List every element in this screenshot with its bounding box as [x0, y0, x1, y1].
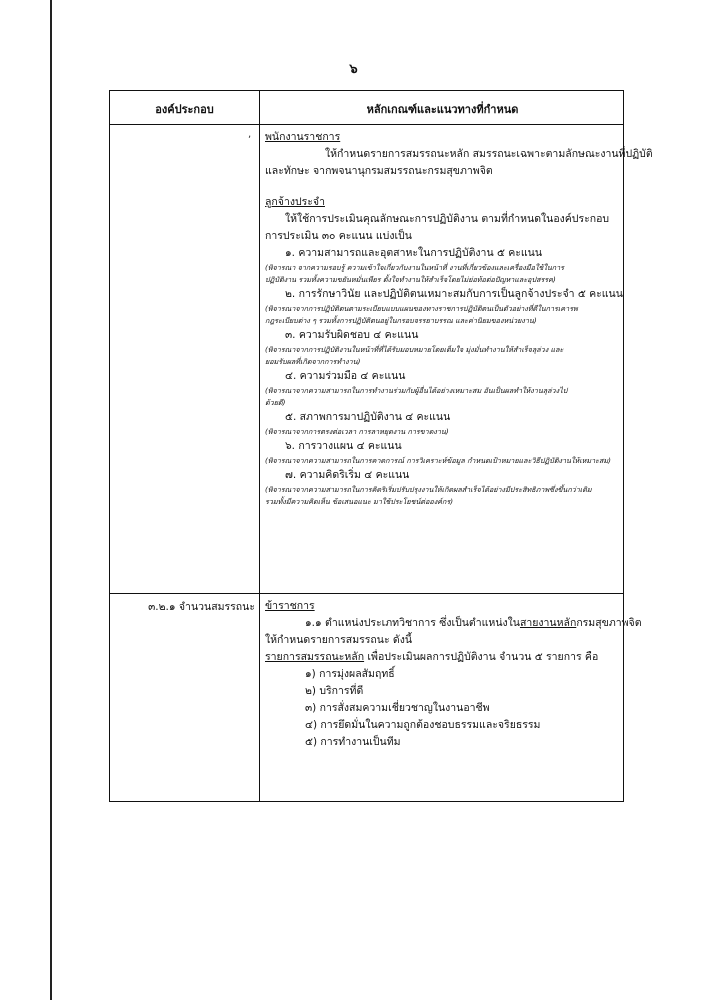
item-note: รวมทั้งมีความคิดเห็น ข้อเสนอแนะ มาใช้ประโยชน์ต่อองค์กร) — [265, 497, 454, 506]
item-note: (พิจารณา จากความรอบรู้ ความเข้าใจเกี่ยวกับงานในหน้าที่ งานที่เกี่ยวข้องและเครื่องมือใช้ในการ — [265, 263, 565, 272]
perm-intro-2: การประเมิน ๓๐ คะแนน แบ่งเป็น — [265, 230, 412, 242]
official-text-1 — [265, 615, 642, 632]
core-competency-label: รายการสมรรถนะหลัก — [265, 651, 365, 663]
civil-servant-text-1: ให้กำหนดรายการสมรรถนะหลัก สมรรถนะเฉพาะตามลักษณะงานที่ปฏิบัติ — [325, 148, 653, 160]
list-item — [265, 467, 620, 507]
row1-criteria-cell — [265, 129, 653, 508]
row-divider — [110, 593, 623, 594]
item-note: (พิจารณาจากการตรงต่อเวลา การลาหยุดงาน การขาดงาน) — [265, 427, 449, 436]
item-note: (พิจารณาจากความสามารถในการคาดการณ์ การวิเคราะห์ข้อมูล กำหนดเป้าหมายและวิธีปฏิบัติงานให้เหมาะสม) — [265, 456, 611, 465]
row2-criteria-cell — [265, 598, 642, 751]
table-header — [110, 91, 623, 125]
official-text-1-prefix: ๑.๑ ตำแหน่งประเภทวิชาการ ซึ่งเป็นตำแหน่งใน — [305, 617, 520, 629]
list-item — [265, 368, 620, 408]
item-title: ๓. ความรับผิดชอบ ๔ คะแนน — [285, 329, 419, 341]
list-item: ๓) การสั่งสมความเชี่ยวชาญในงานอาชีพ — [305, 702, 490, 714]
item-title: ๖. การวางแผน ๔ คะแนน — [285, 440, 402, 452]
item-note: ด้วยดี) — [265, 398, 286, 407]
list-item: ๔) การยึดมั่นในความถูกต้องชอบธรรมและจริยธรรม — [305, 719, 541, 731]
official-heading: ข้าราชการ — [265, 600, 315, 612]
item-title: ๕. สภาพการมาปฏิบัติงาน ๔ คะแนน — [285, 411, 451, 423]
official-text-1-underlined: สายงานหลัก — [519, 617, 577, 629]
page-number: ๖ — [349, 62, 358, 77]
item-note: ปฏิบัติงาน รวมทั้งความขยันหมั่นเพียร ตั้งใจทำงานให้สำเร็จโดยไม่ย่อท้อต่อปัญหาและอุปสรรค) — [265, 275, 556, 284]
item-title: ๒. การรักษาวินัย และปฏิบัติตนเหมาะสมกับการเป็นลูกจ้างประจำ ๕ คะแนน — [285, 288, 623, 300]
criteria-table — [109, 90, 653, 802]
column-divider — [259, 91, 260, 801]
list-item — [265, 286, 623, 326]
header-component: องค์ประกอบ — [155, 103, 214, 116]
list-item — [265, 327, 620, 367]
perm-employee-heading: ลูกจ้างประจำ — [265, 196, 325, 208]
row2-component-cell: ๓.๒.๑ จำนวนสมรรถนะ — [148, 601, 255, 613]
item-note: (พิจารณาจากความสามารถในการคิดริเริ่มปรับปรุงงานให้เกิดผลสำเร็จได้อย่างมีประสิทธิภาพซึ่งขึ้นกว่าเดิม — [265, 485, 592, 494]
list-item — [265, 438, 620, 466]
item-note: (พิจารณาจากความสามารถในการทำงานร่วมกับผู้อื่นได้อย่างเหมาะสม อันเป็นผลทำให้งานลุล่วงไป — [265, 386, 568, 395]
core-competency-line — [265, 649, 620, 666]
list-item — [265, 409, 620, 437]
item-title: ๑. ความสามารถและอุตสาหะในการปฏิบัติงาน ๕ คะแนน — [285, 247, 543, 259]
list-item: ๒) บริการที่ดี — [305, 685, 364, 697]
item-title: ๗. ความคิดริเริ่ม ๔ คะแนน — [285, 469, 410, 481]
list-item — [265, 245, 620, 285]
civil-servant-heading: พนักงานราชการ — [265, 131, 341, 143]
item-title: ๔. ความร่วมมือ ๔ คะแนน — [285, 370, 406, 382]
list-item: ๕) การทำงานเป็นทีม — [305, 736, 401, 748]
item-note: กฎระเบียบต่าง ๆ รวมทั้งการปฏิบัติตนอยู่ในกรอบจรรยาบรรณ และค่านิยมของหน่วยงาน) — [265, 316, 537, 325]
list-item: ๑) การมุ่งผลสัมฤทธิ์ — [305, 668, 395, 680]
header-criteria: หลักเกณฑ์และแนวทางที่กำหนด — [366, 103, 519, 116]
core-competency-text: เพื่อประเมินผลการปฏิบัติงาน จำนวน ๕ รายการ คือ — [364, 651, 599, 663]
official-text-2: ให้กำหนดรายการสมรรถนะ ดังนี้ — [265, 634, 413, 646]
item-note: ยอมรับผลที่เกิดจากการทำงาน) — [265, 357, 361, 366]
item-note: (พิจารณาจากการปฏิบัติตนตามระเบียบแบบแผนของทางราชการปฏิบัติตนเป็นตัวอย่างที่ดีในการเคารพ — [265, 304, 578, 313]
scan-edge-line — [50, 0, 52, 1000]
item-note: (พิจารณาจากการปฏิบัติงานในหน้าที่ที่ได้รับมอบหมายโดยเต็มใจ มุ่งมั่นทำงานให้สำเร็จลุล่วง และ — [265, 345, 564, 354]
civil-servant-text-2: และทักษะ จากพจนานุกรมสมรรถนะกรมสุขภาพจิต — [265, 165, 493, 177]
scan-mark: , — [248, 129, 252, 140]
perm-intro-1: ให้ใช้การประเมินคุณลักษณะการปฏิบัติงาน ตามที่กำหนดในองค์ประกอบ — [285, 213, 610, 225]
official-text-1-suffix: กรมสุขภาพจิต — [576, 617, 642, 629]
